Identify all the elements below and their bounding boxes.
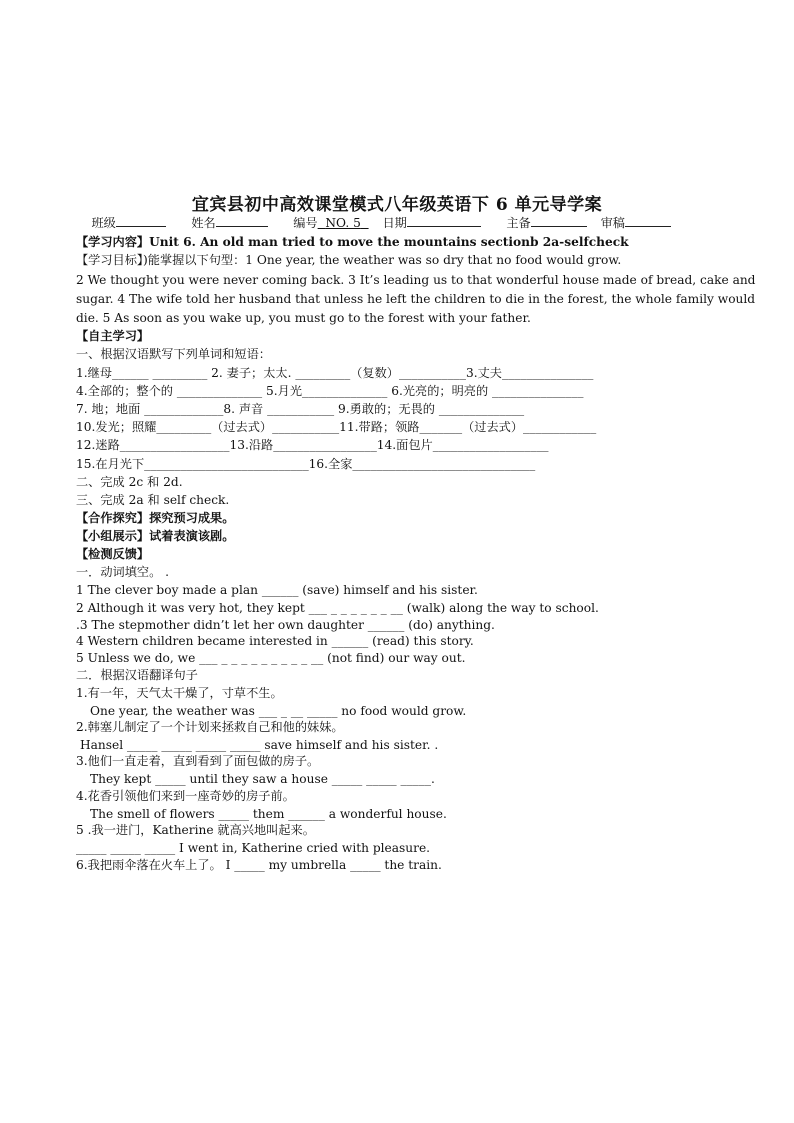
study-goal-line-4: die. 5 As soon as you wake up, you must go to the forest with your father. <box>76 311 531 325</box>
translate-2-english: Hansel _____ _____ _____ _____ save himself and his sister. . <box>80 738 439 752</box>
header-info-row <box>76 214 716 232</box>
section-3-heading: 三、完成 2a 和 self check. <box>76 493 230 507</box>
name-label: 姓名 <box>180 216 268 230</box>
translate-heading: 二．根据汉语翻译句子 <box>76 668 198 682</box>
study-goal-line-2: 2 We thought you were never coming back. 3 It’s leading us to that wonderful house made of bread, cake and <box>76 273 756 287</box>
section-1-heading: 一、根据汉语默写下列单词和短语： <box>76 347 271 361</box>
study-goal-line-1: 【学习目标】)能掌握以下句型：1 One year, the weather was so dry that no food would grow. <box>76 253 622 267</box>
section-2-heading: 二、完成 2c 和 2d. <box>76 475 183 489</box>
vocab-line-2: 4.全部的；整个的 ______________ 5.月光______________ 6.光亮的；明亮的 _______________ <box>76 384 584 398</box>
page-title: 宜宾县初中高效课堂模式八年级英语下 6 单元导学案 <box>191 195 603 215</box>
translate-4-chinese: 4.花香引领他们来到一座奇妙的房子前。 <box>76 789 295 803</box>
date-label: 日期 <box>382 216 480 230</box>
study-content: 【学习内容】Unit 6. An old man tried to move the mountains sectionb 2a-selfcheck <box>76 235 629 249</box>
verb-question-2: 2 Although it was very hot, they kept ___ _ _ _ _ _ _ __ (walk) along the way to school. <box>76 601 599 615</box>
verb-question-3: .3 The stepmother didn’t let her own daughter ______ (do) anything. <box>76 618 495 632</box>
verb-fill-heading: 一．动词填空。 . <box>76 565 170 579</box>
feedback-heading: 【检测反馈】 <box>76 547 150 561</box>
vocab-line-4: 10.发光；照耀_________（过去式）___________11.带路；领路_______（过去式）____________ <box>76 420 597 434</box>
translate-2-chinese: 2.韩塞儿制定了一个计划来拯救自己和他的妹妹。 <box>76 720 344 734</box>
translate-5-english: _____ _____ _____ I went in, Katherine cried with pleasure. <box>76 841 431 855</box>
group-show-heading: 【小组展示】试着表演该剧。 <box>76 529 235 543</box>
study-goal-line-3: sugar. 4 The wife told her husband that unless he left the children to die in the forest, the whole family would <box>76 292 756 306</box>
translate-4-english: The smell of flowers _____ them ______ a wonderful house. <box>90 807 447 821</box>
vocab-line-6: 15.在月光下___________________________16.全家______________________________ <box>76 457 536 471</box>
vocab-line-3: 7. 地；地面 _____________8. 声音 ___________ 9.勇敢的；无畏的 ______________ <box>76 402 525 416</box>
verb-question-5: 5 Unless we do, we ___ _ _ _ _ _ _ _ _ _ __ (not find) our way out. <box>76 651 466 665</box>
translate-1-english: One year, the weather was ___ _ __ _____ no food would grow. <box>90 704 467 718</box>
self-study-heading: 【自主学习】 <box>76 329 150 343</box>
number-value: NO. 5 <box>325 216 361 230</box>
translate-6: 6.我把雨伞落在火车上了。 I _____ my umbrella _____ the train. <box>76 858 442 872</box>
verb-question-4: 4 Western children became interested in ______ (read) this story. <box>76 634 474 648</box>
translate-1-chinese: 1.有一年，天气太干燥了，寸草不生。 <box>76 686 283 700</box>
verb-question-1: 1 The clever boy made a plan ______ (save) himself and his sister. <box>76 583 478 597</box>
translate-5-chinese: 5 .我一进门，Katherine 就高兴地叫起来。 <box>76 823 315 837</box>
translate-3-english: They kept _____ until they saw a house _____ _____ _____. <box>90 772 435 786</box>
vocab-line-1: 1.继母______ _________ 2. 妻子；太太. _________（复数）___________3.丈夫_______________ <box>76 366 594 380</box>
reviewer-label: 审稿 <box>601 216 671 230</box>
translate-3-chinese: 3.他们一直走着，直到看到了面包做的房子。 <box>76 754 320 768</box>
preparer-label: 主备 <box>495 216 587 230</box>
class-label: 班级 <box>76 216 166 230</box>
cooperation-heading: 【合作探究】探究预习成果。 <box>76 511 235 525</box>
number-label: 编号 NO. 5 <box>293 216 361 230</box>
vocab-line-5: 12.迷路__________________13.沿路_________________14.面包片___________________ <box>76 438 549 452</box>
